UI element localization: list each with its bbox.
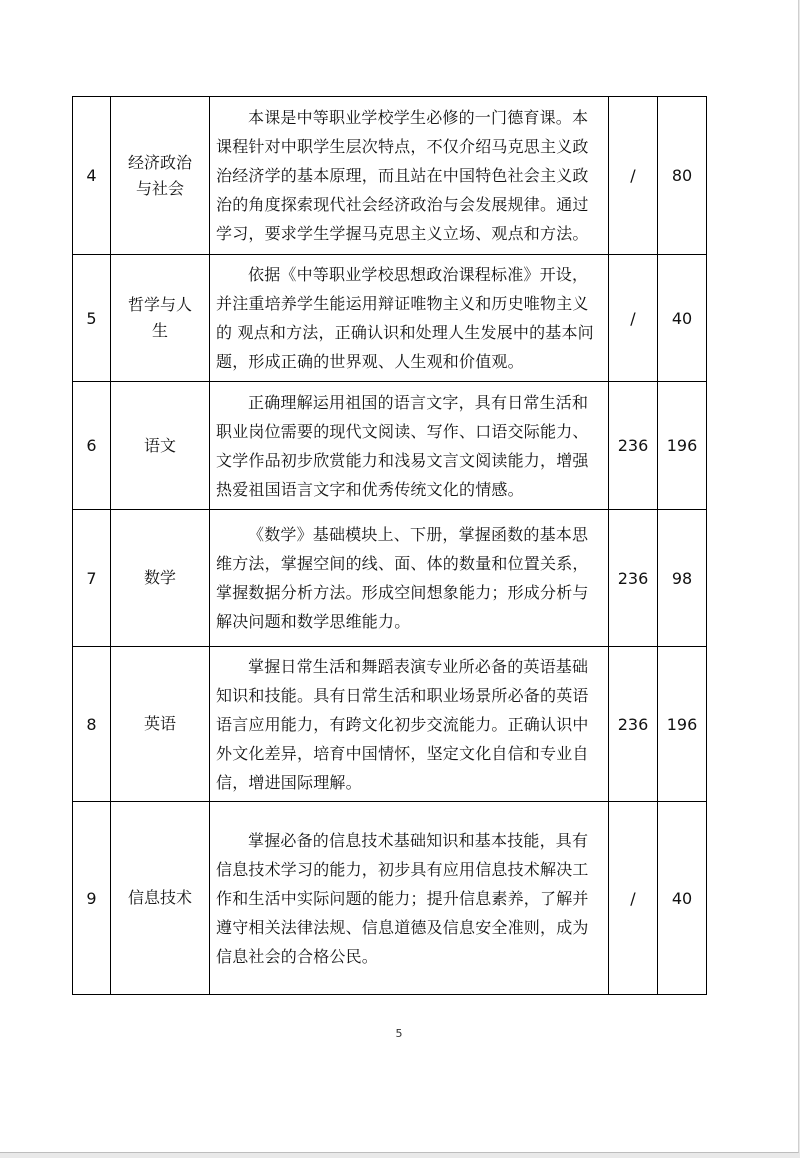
course-description: 正确理解运用祖国的语言文字，具有日常生活和职业岗位需要的现代文阅读、写作、口语交际能力、文学作品初步欣赏能力和浅易文言文阅读能力，增强热爱祖国语言文字和优秀传统文化的情感。 <box>210 382 609 510</box>
table-row <box>73 802 707 995</box>
hours-col-2: 40 <box>658 255 707 382</box>
page-number: 5 <box>395 1027 403 1040</box>
row-number: 7 <box>73 510 111 647</box>
hours-col-2: 98 <box>658 510 707 647</box>
course-name: 英语 <box>111 647 210 802</box>
table-row <box>73 382 707 510</box>
row-number: 9 <box>73 802 111 995</box>
course-name: 数学 <box>111 510 210 647</box>
course-description: 掌握日常生活和舞蹈表演专业所必备的英语基础知识和技能。具有日常生活和职业场景所必备的英语语言应用能力，有跨文化初步交流能力。正确认识中外文化差异，培育中国情怀，坚定文化自信和专业自信，增进国际理解。 <box>210 647 609 802</box>
course-description: 本课是中等职业学校学生必修的一门德育课。本课程针对中职学生层次特点，不仅介绍马克思主义政治经济学的基本原理，而且站在中国特色社会主义政治的角度探索现代社会经济政治与会发展规律。通过学习，要求学生学握马克思主义立场、观点和方法。 <box>210 97 609 255</box>
hours-col-2: 196 <box>658 647 707 802</box>
hours-col-2: 80 <box>658 97 707 255</box>
course-name <box>111 97 210 255</box>
hours-col-1: 236 <box>609 382 658 510</box>
hours-col-2: 196 <box>658 382 707 510</box>
course-name-text: 经济政治与社会 <box>127 152 192 198</box>
row-number: 8 <box>73 647 111 802</box>
row-number: 4 <box>73 97 111 255</box>
hours-col-2: 40 <box>658 802 707 995</box>
course-name: 语文 <box>111 382 210 510</box>
hours-col-1: / <box>609 97 658 255</box>
course-description: 《数学》基础模块上、下册，掌握函数的基本思维方法，掌握空间的线、面、体的数量和位置关系，掌握数据分析方法。形成空间想象能力；形成分析与解决问题和数学思维能力。 <box>210 510 609 647</box>
table-row <box>73 647 707 802</box>
hours-col-1: 236 <box>609 510 658 647</box>
row-number: 6 <box>73 382 111 510</box>
course-name-text: 哲学与人生 <box>127 295 192 340</box>
table-row <box>73 255 707 382</box>
course-name: 信息技术 <box>111 802 210 995</box>
hours-col-1: 236 <box>609 647 658 802</box>
row-number: 5 <box>73 255 111 382</box>
course-description: 依据《中等职业学校思想政治课程标准》开设，并注重培养学生能运用辩证唯物主义和历史唯物主义的 观点和方法，正确认识和处理人生发展中的基本问题，形成正确的世界观、人生观和价值观。 <box>210 255 609 382</box>
course-table <box>72 96 707 995</box>
hours-col-1: / <box>609 802 658 995</box>
course-description: 掌握必备的信息技术基础知识和基本技能，具有信息技术学习的能力，初步具有应用信息技术解决工作和生活中实际问题的能力；提升信息素养，了解并遵守相关法律法规、信息道德及信息安全准则，成为信息社会的合格公民。 <box>210 802 609 995</box>
table-row <box>73 97 707 255</box>
hours-col-1: / <box>609 255 658 382</box>
table-row <box>73 510 707 647</box>
course-name <box>111 255 210 382</box>
